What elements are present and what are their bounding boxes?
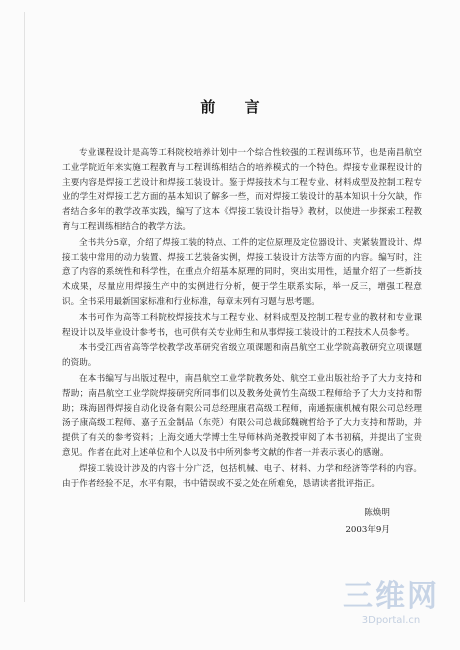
paragraph-contents: 全书共分5章，介绍了焊接工装的特点、工件的定位原理及定位器设计、夹紧装置设计、焊接工装中常用的动力装置、焊接工艺装备实例，焊接工装设计方法等方面的内容。编写时，注意了内容的系统性和科学性，在重点介绍基本原理的同时，突出实用性，适量介绍了一些新技术成果，尽量应用焊接生产中的实例进行分析，便于学生联系实际，举一反三，增强工程意识。全书采用最新国家标准和行业标准，每章末列有习题与思考题。 [62,237,422,307]
paragraph-audience: 本书可作为高等工科院校焊接技术与工程专业、材料成型及控制工程专业的教材和专业课程设计以及毕业设计参考书，也可供有关专业师生和从事焊接工装设计的工程技术人员参考。 [62,312,422,338]
paragraph-funding: 本书受江西省高等学校教学改革研究省级立项课题和南昌航空工业学院高教研究立项课题的资助。 [62,343,422,369]
watermark-logo: 三维网 [343,579,439,614]
watermark-url: 3Dportal.cn [361,615,421,626]
paragraph-closing: 焊接工装设计涉及的内容十分广泛，包括机械、电子、材料、力学和经济等学科的内容。由于作者经验不足，水平有限，书中错误或不妥之处在所难免，恳请读者批评指正。 [62,463,422,489]
site-watermark [336,580,446,634]
page-title: 前 言 [200,98,272,116]
paragraph-acknowledgements: 在本书编写与出版过程中，南昌航空工业学院教务处、航空工业出版社给予了大力支持和帮助；南昌航空工业学院焊接研究所同事们以及教务处黄竹生高级工程师给予了大力支持和帮助；珠海固得焊接自动化设备有限公司总经理康君高级工程师，南通振康机械有限公司总经理汤子康高级工程师、嘉子五金制品（东莞）有限公司总裁邱魏碗哲给予了大力支持和帮助，并提供了有关的参考资料；上海交通大学博士生导师林尚尧教授审阅了本书初稿，并提出了宝贵意见。作者在此对上述单位和个人以及书中所列参考文献的作者一并表示衷心的感谢。 [62,373,422,458]
signature-date: 2003年9月 [345,525,390,535]
paragraph-intro: 专业课程设计是高等工科院校培养计划中一个综合性较强的工程训练环节，也是南昌航空工业学院近年来实施工程教育与工程训练相结合的培养模式的一个特色。焊接专业课程设计的主要内容是焊接工艺设计和焊接工装设计。鉴于焊接技术与工程专业、材料成型及控制工程专业的学生对焊接工艺方面的基本知识了解多一些，而对焊接工装设计的基本知识十分欠缺，作者结合多年的教学改革实践，编写了这本《焊接工装设计指导》教材，以使进一步探索工程教育与工程训练相结合的教学方法。 [62,148,422,232]
author-signature: 陈焕明 [364,508,390,518]
preface-body [62,146,422,492]
